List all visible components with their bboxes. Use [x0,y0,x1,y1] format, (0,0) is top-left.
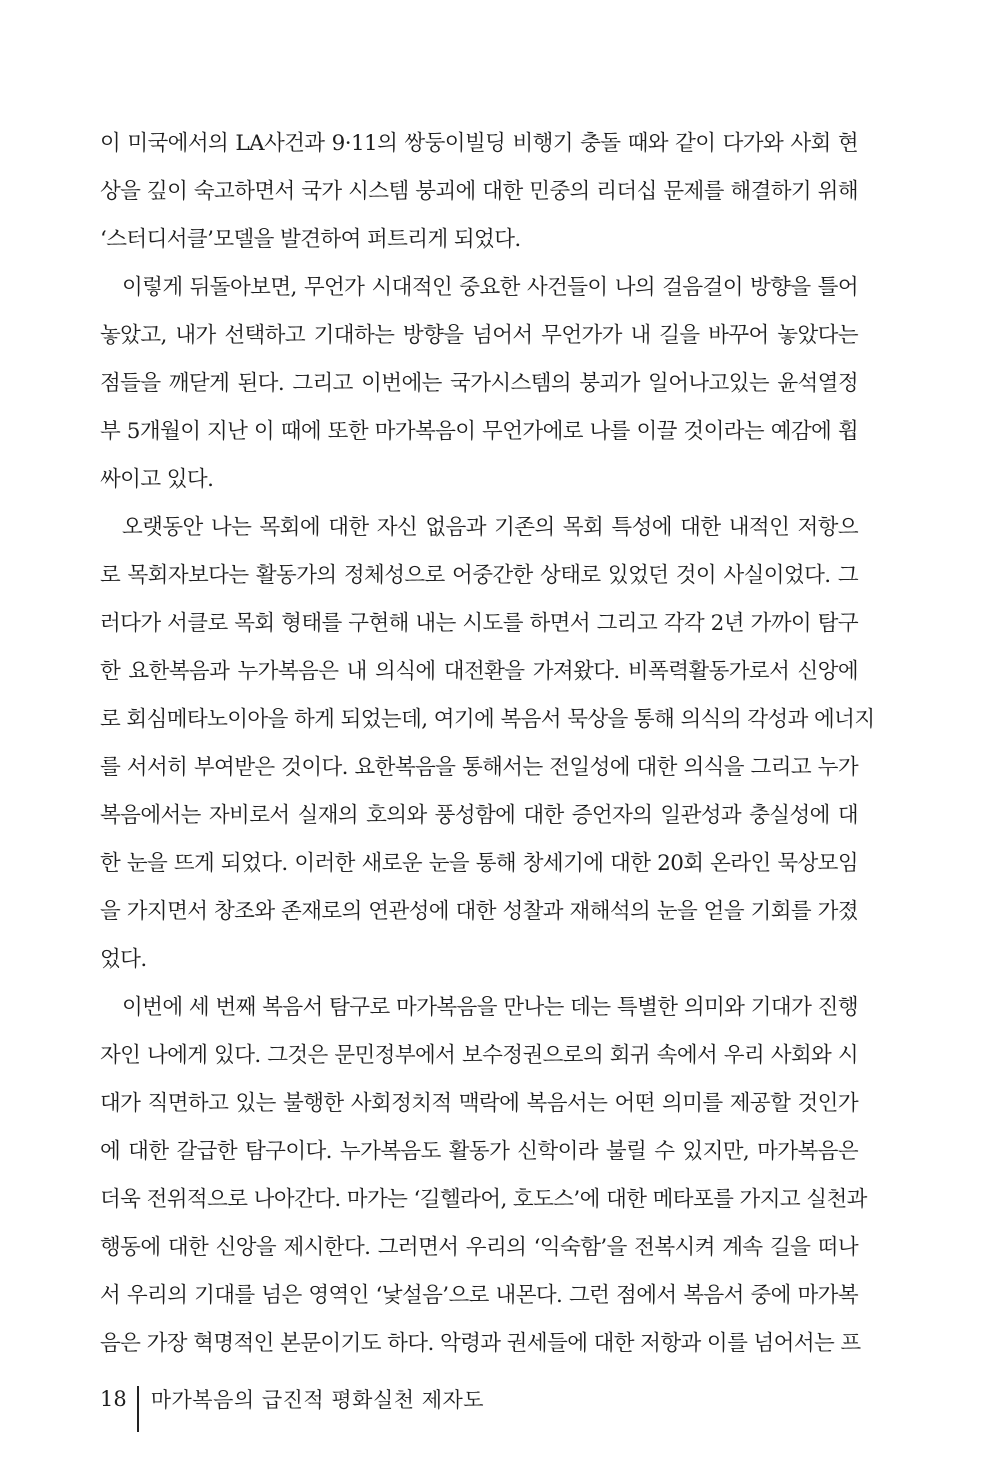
body-line: 부 5개월이 지난 이 때에 또한 마가복음이 무언가에로 나를 이끌 것이라는 예감에 휩 [100,419,858,444]
footer-divider [137,1386,139,1432]
body-line: 에 대한 갈급한 탐구이다. 누가복음도 활동가 신학이라 불릴 수 있지만, 마가복음은 [100,1139,858,1164]
body-line: 이렇게 뒤돌아보면, 무언가 시대적인 중요한 사건들이 나의 걸음걸이 방향을 틀어 [122,275,858,300]
body-line: 를 서서히 부여받은 것이다. 요한복음을 통해서는 전일성에 대한 의식을 그리고 누가 [100,755,858,780]
body-line: 한 요한복음과 누가복음은 내 의식에 대전환을 가져왔다. 비폭력활동가로서 신앙에 [100,659,858,684]
body-line: 이 미국에서의 LA사건과 9·11의 쌍둥이빌딩 비행기 충돌 때와 같이 다가와 사회 현 [100,131,858,156]
body-line: 오랫동안 나는 목회에 대한 자신 없음과 기존의 목회 특성에 대한 내적인 저항으 [122,515,858,540]
body-line: 점들을 깨닫게 된다. 그리고 이번에는 국가시스템의 붕괴가 일어나고있는 윤석열정 [100,371,858,396]
body-line: 서 우리의 기대를 넘은 영역인 ‘낯설음’으로 내몬다. 그런 점에서 복음서 중에 마가복 [100,1283,858,1308]
page-footer [100,1375,484,1423]
body-text [100,120,875,1368]
body-line: 싸이고 있다. [100,467,214,492]
body-line: 상을 깊이 숙고하면서 국가 시스템 붕괴에 대한 민중의 리더십 문제를 해결하기 위해 [100,179,858,204]
body-line: 복음에서는 자비로서 실재의 호의와 풍성함에 대한 증언자의 일관성과 충실성에 대 [100,803,858,828]
body-line: 자인 나에게 있다. 그것은 문민정부에서 보수정권으로의 회귀 속에서 우리 사회와 시 [100,1043,858,1068]
body-line: 더욱 전위적으로 나아간다. 마가는 ‘길헬라어, 호도스’에 대한 메타포를 가지고 실천과 [100,1187,867,1212]
body-line: 었다. [100,947,147,972]
body-line: 한 눈을 뜨게 되었다. 이러한 새로운 눈을 통해 창세기에 대한 20회 온라인 묵상모임 [100,851,858,876]
body-line: 대가 직면하고 있는 불행한 사회정치적 맥락에 복음서는 어떤 의미를 제공할 것인가 [100,1091,858,1116]
body-line: 놓았고, 내가 선택하고 기대하는 방향을 넘어서 무언가가 내 길을 바꾸어 놓았다는 [100,323,858,348]
body-line: 러다가 서클로 목회 형태를 구현해 내는 시도를 하면서 그리고 각각 2년 가까이 탐구 [100,611,858,636]
body-line: 을 가지면서 창조와 존재로의 연관성에 대한 성찰과 재해석의 눈을 얻을 기회를 가졌 [100,899,858,924]
body-line: 로 회심메타노이아을 하게 되었는데, 여기에 복음서 묵상을 통해 의식의 각성과 에너지 [100,707,875,732]
body-line: ‘스터디서클’모델을 발견하여 퍼트리게 되었다. [100,227,521,252]
running-title: 마가복음의 급진적 평화실천 제자도 [150,1388,485,1412]
body-line: 로 목회자보다는 활동가의 정체성으로 어중간한 상태로 있었던 것이 사실이었다. 그 [100,563,858,588]
page-number: 18 [100,1387,127,1411]
body-line: 음은 가장 혁명적인 본문이기도 하다. 악령과 권세들에 대한 저항과 이를 넘어서는 프 [100,1331,861,1356]
body-line: 행동에 대한 신앙을 제시한다. 그러면서 우리의 ‘익숙함’을 전복시켜 계속 길을 떠나 [100,1235,858,1260]
body-line: 이번에 세 번째 복음서 탐구로 마가복음을 만나는 데는 특별한 의미와 기대가 진행 [122,995,858,1020]
